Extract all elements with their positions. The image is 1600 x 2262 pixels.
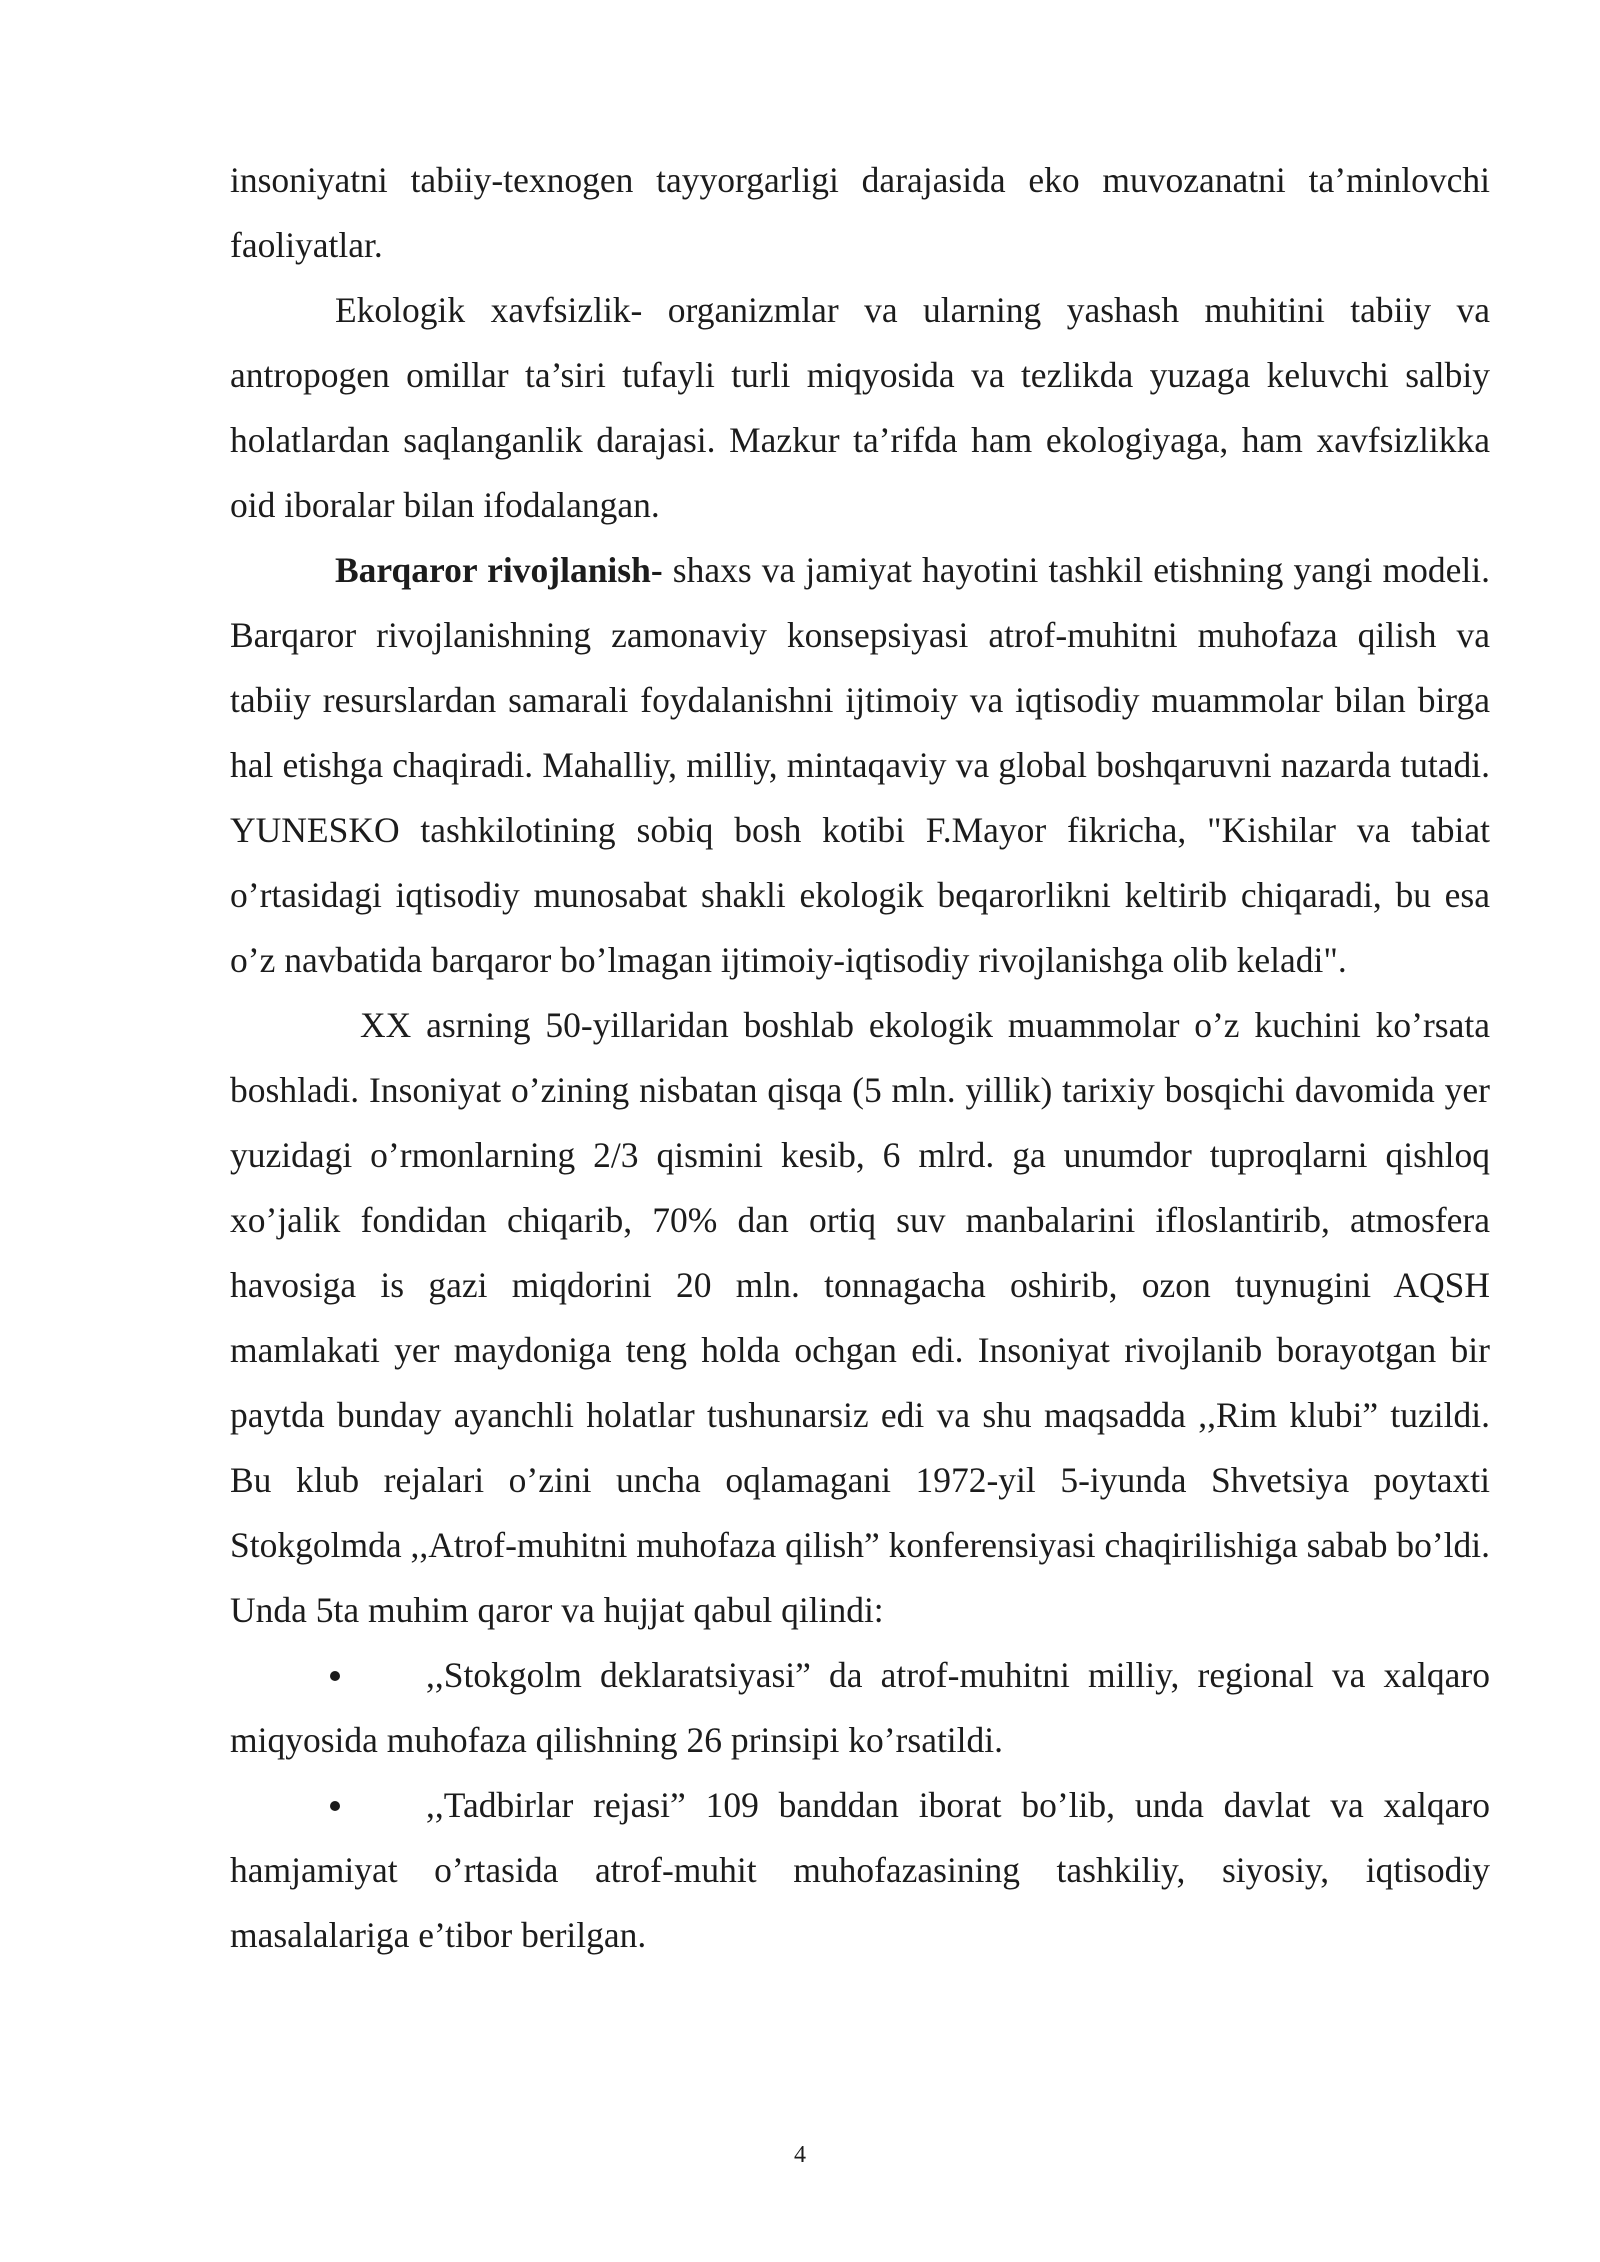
paragraph-ecological-problems-history: XX asrning 50-yillaridan boshlab ekologik muammolar o’z kuchini ko’rsata boshladi. Insoniyat o’zining nisbatan qisqa (5 mln. yillik) tarixiy bosqichi davomida yer yuzidagi o’rmonlarning 2/3 qismini kesib, 6 mlrd. ga unumdor tuproqlarni qishloq xo’jalik fondidan chiqarib, 70% dan ortiq suv manbalarini ifloslantirib, atmosfera havosiga is gazi miqdorini 20 mln. tonnagacha oshirib, ozon tuynugini AQSH mamlakati yer maydoniga teng holda ochgan edi. Insoniyat rivojlanib borayotgan bir paytda bunday ayanchli holatlar tushunarsiz edi va shu maqsadda ,,Rim klubi” tuzildi. Bu klub rejalari o’zini uncha oqlamagani 1972-yil 5-iyunda Shvetsiya poytaxti Stokgolmda ,,Atrof-muhitni muhofaza qilish” konferensiyasi chaqirilishiga sabab bo’ldi. Unda 5ta muhim qaror va hujjat qabul qilindi:: [230, 1005, 1490, 1630]
term-sustainable-development: Barqaror rivojlanish-: [335, 550, 663, 590]
bullet-item: [230, 1773, 1490, 1968]
page-number: 4: [794, 2142, 806, 2168]
bullet-icon: [330, 1801, 340, 1811]
paragraph-ecological-safety: Ekologik xavfsizlik- organizmlar va ularning yashash muhitini tabiiy va antropogen omillar ta’siri tufayli turli miqyosida va tezlikda yuzaga keluvchi salbiy holatlardan saqlanganlik darajasi. Mazkur ta’rifda ham ekologiyaga, ham xavfsizlikka oid iboralar bilan ifodalangan.: [230, 290, 1490, 525]
bullet-item: [230, 1643, 1490, 1773]
bullet-text: ,,Tadbirlar rejasi” 109 banddan iborat bo’lib, unda davlat va xalqaro hamjamiyat o’rtasida atrof-muhit muhofazasining tashkiliy, siyosiy, iqtisodiy masalalariga e’tibor berilgan.: [230, 1785, 1490, 1955]
bullet-text: ,,Stokgolm deklaratsiyasi” da atrof-muhitni milliy, regional va xalqaro miqyosida muhofaza qilishning 26 prinsipi ko’rsatildi.: [230, 1655, 1490, 1760]
paragraph-intro-continuation: insoniyatni tabiiy-texnogen tayyorgarligi darajasida eko muvozanatni ta’minlovchi faoliyatlar.: [230, 160, 1490, 265]
definition-sustainable-development: shaxs va jamiyat hayotini tashkil etishning yangi modeli. Barqaror rivojlanishning zamonaviy konsepsiyasi atrof-muhitni muhofaza qilish va tabiiy resurslardan samarali foydalanishni ijtimoiy va iqtisodiy muammolar bilan birga hal etishga chaqiradi. Mahalliy, milliy, mintaqaviy va global boshqaruvni nazarda tutadi. YUNESKO tashkilotining sobiq bosh kotibi F.Mayor fikricha, "Kishilar va tabiat o’rtasidagi iqtisodiy munosabat shakli ekologik beqarorlikni keltirib chiqaradi, bu esa o’z navbatida barqaror bo’lmagan ijtimoiy-iqtisodiy rivojlanishga olib keladi".: [230, 550, 1490, 980]
body-text: [230, 148, 1490, 1968]
paragraph-sustainable-development: [230, 538, 1490, 993]
bullet-icon: [330, 1671, 340, 1681]
